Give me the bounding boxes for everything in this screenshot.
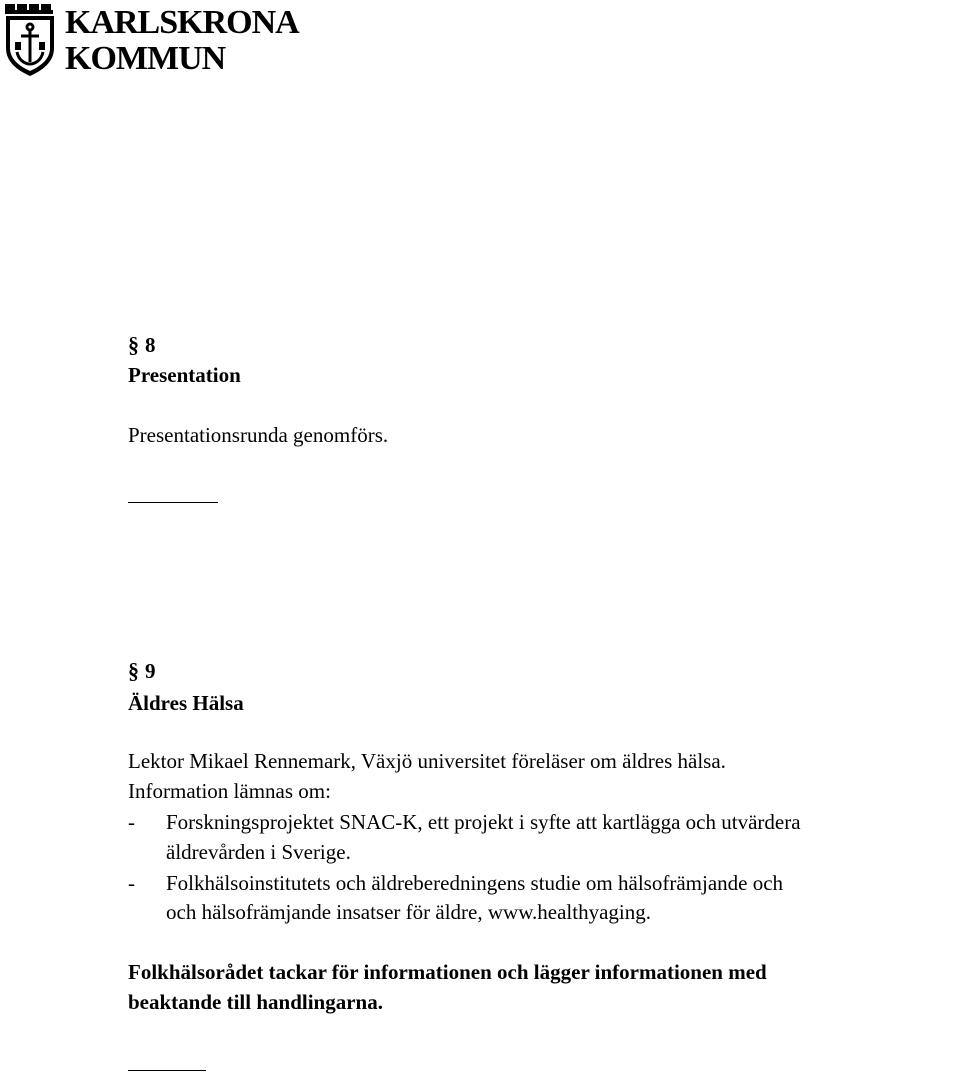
section-number: 9 xyxy=(145,659,156,683)
list-item-line: äldrevården i Sverige. xyxy=(166,840,351,864)
section-divider xyxy=(128,1070,206,1071)
section-8-heading xyxy=(128,332,156,358)
section-8-title: Presentation xyxy=(128,363,241,387)
list-item-line: Folkhälsoinstitutets och äldreberedningens studie om hälsofrämjande och xyxy=(166,871,784,895)
logo-text-kommun: KOMMUN xyxy=(65,40,226,77)
list-item-line: Forskningsprojektet SNAC-K, ett projekt i syfte att kartlägga och utvärdera xyxy=(166,810,801,834)
list-item-line: och hälsofrämjande insatser för äldre, www.healthyaging. xyxy=(166,900,651,924)
karlskrona-kommun-logo xyxy=(3,2,313,78)
decision-text-line1: Folkhälsorådet tackar för informationen och lägger informationen med xyxy=(128,960,767,984)
section-8-body: Presentationsrunda genomförs. xyxy=(128,423,389,447)
section-symbol: § xyxy=(128,332,139,357)
list-item-dash: - xyxy=(128,871,135,895)
section-9-info-lead: Information lämnas om: xyxy=(128,779,331,803)
section-symbol: § xyxy=(128,658,139,683)
section-number: 8 xyxy=(145,333,156,357)
anchor-crown-shield-icon xyxy=(3,2,59,78)
section-divider xyxy=(128,502,218,503)
section-9-intro: Lektor Mikael Rennemark, Växjö universitet föreläser om äldres hälsa. xyxy=(128,749,726,773)
decision-text-line2: beaktande till handlingarna. xyxy=(128,990,383,1014)
list-item-dash: - xyxy=(128,810,135,834)
section-9-title: Äldres Hälsa xyxy=(128,691,244,715)
logo-text-karlskrona: KARLSKRONA xyxy=(65,4,299,41)
section-9-heading xyxy=(128,658,156,684)
